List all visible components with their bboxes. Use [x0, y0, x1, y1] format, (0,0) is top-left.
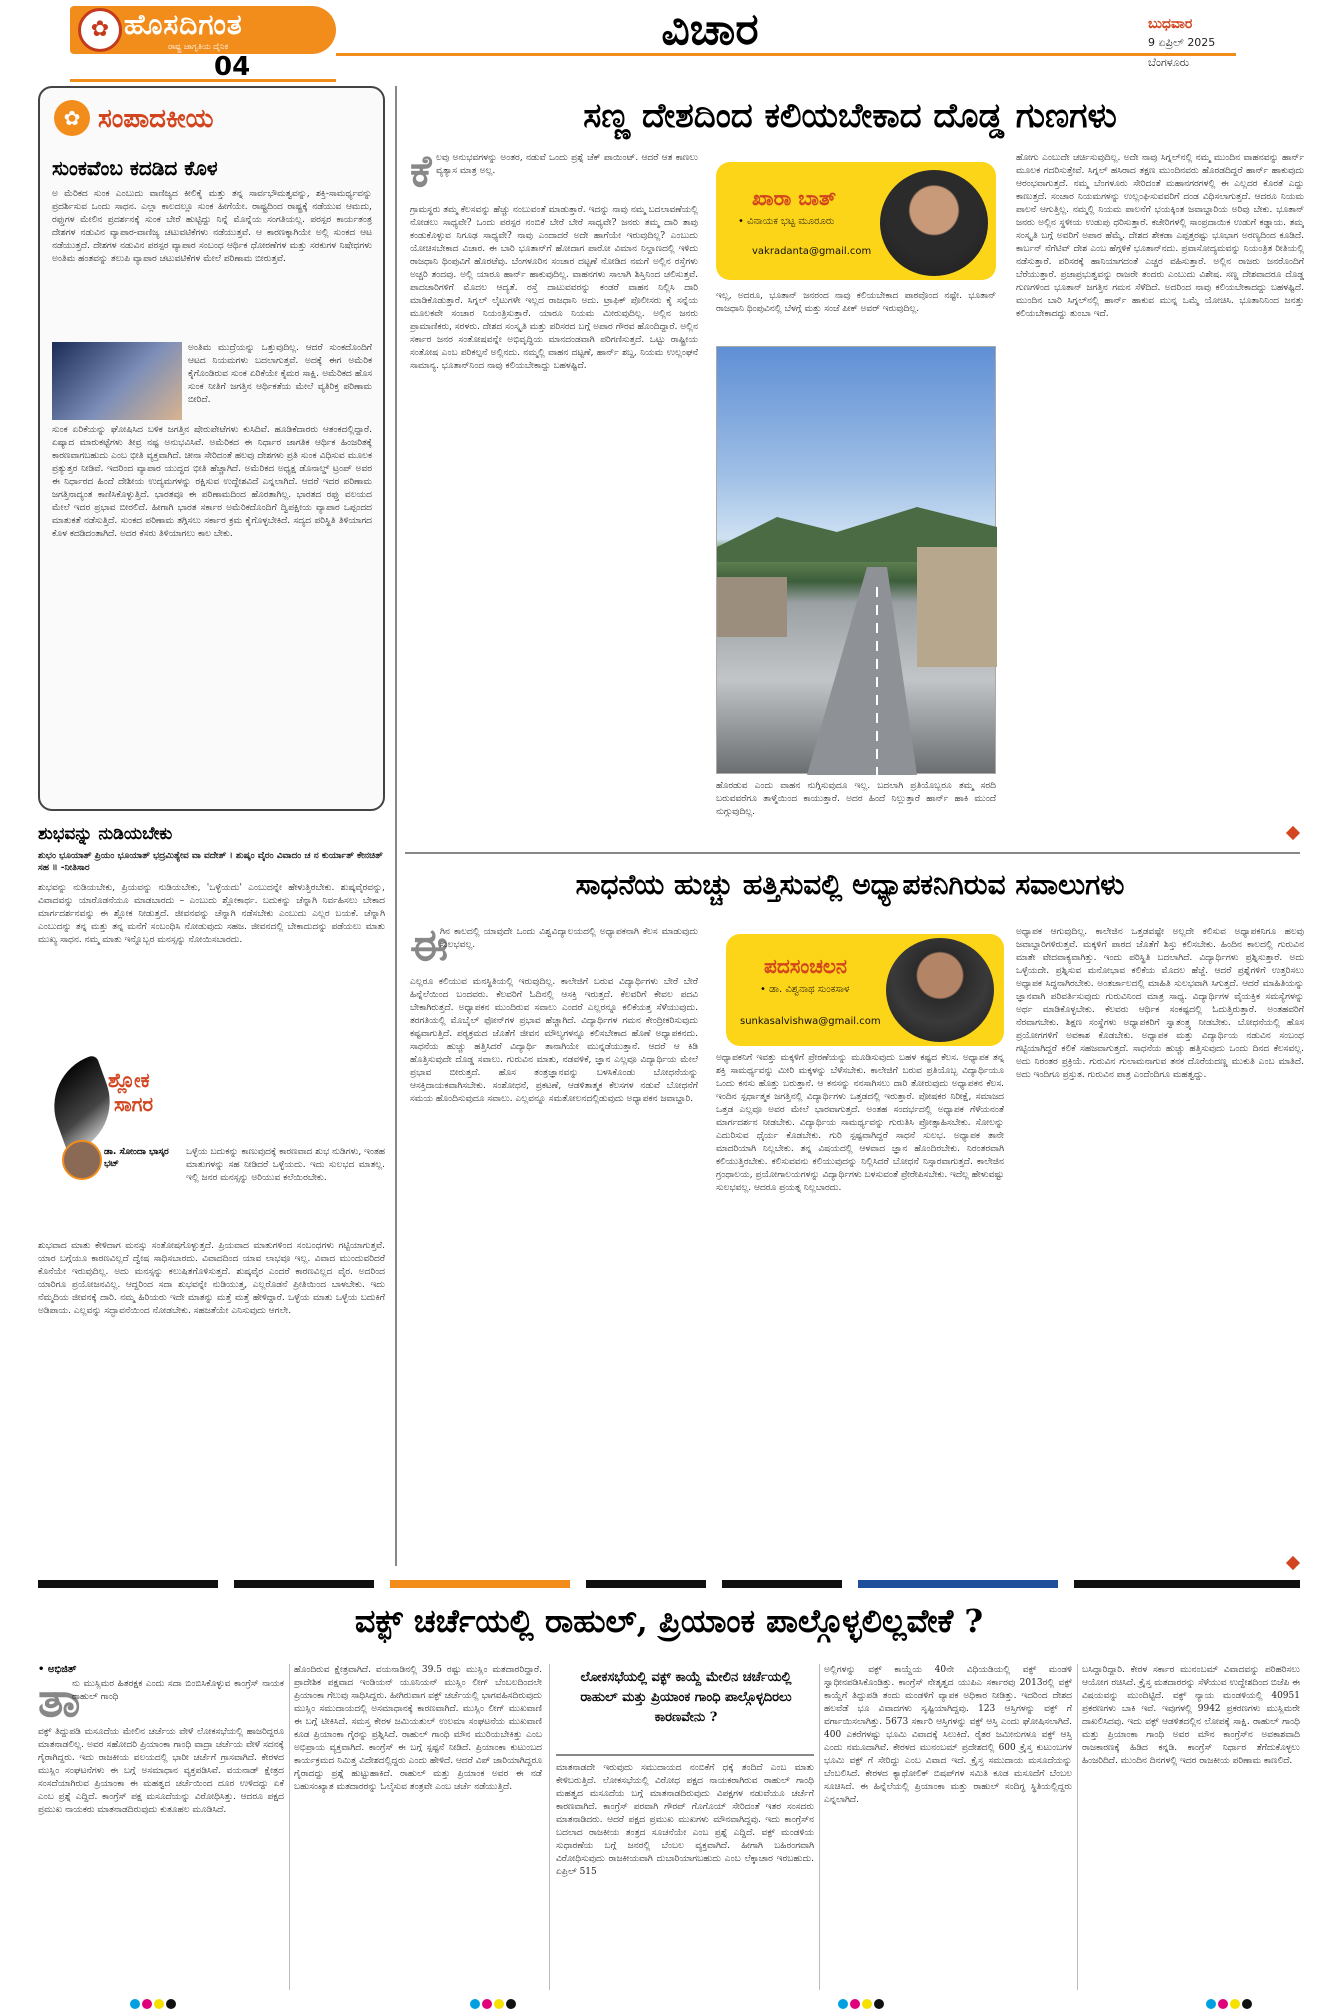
- author-name: • ಡಾ. ವಿಶ್ವನಾಥ ಸುಂಕಸಾಳ: [760, 984, 850, 995]
- article-headline: ಸಣ್ಣ ದೇಶದಿಂದ ಕಲಿಯಬೇಕಾದ ದೊಡ್ಡ ಗುಣಗಳು: [583, 96, 1117, 136]
- column-rule: [289, 1664, 290, 1990]
- author-avatar: [886, 938, 994, 1042]
- article-photo: [716, 346, 996, 774]
- quote-sanskrit-verse: ಶುಭಂ ಭೂಯಾತ್ ಪ್ರಿಯಂ ಭೂಯಾತ್ ಭದ್ರಮಿತ್ಯೇವ ವಾ ವದೇತ್ । ಶುಷ್ಕಂ ವೈರಂ ವಿವಾದಂ ಚ ನ ಕುರ್ಯಾತ್ ಕೇನಚಿತ್ ಸಹ ॥ -ನೀತಿಸಾರ: [38, 851, 383, 873]
- article-body: ಗ್ರಾಮಸ್ಥರು ತಮ್ಮ ಕೆಲಸವನ್ನು ಹೆಚ್ಚು ನಂಬುವಂತೆ ಮಾಡುತ್ತಾರೆ. ಇದನ್ನು ನಾವು ನಮ್ಮ ಬದಲಾವಣೆಯಲ್ಲಿ ನೋಡಲು ಸಾಧ್ಯವೇ? ಒಂದು ಪರಸ್ಪರ ನಂಬಿಕೆ ಬೇರೆ ಬೇರೆ ಸಾಧ್ಯವೇ? ಜನರು ತಮ್ಮ ದಾರಿ ತಾವು ಕಂಡುಕೊಳ್ಳುವ ನಿಗೂಢ ಸಾಧ್ಯವೇ? ನಾವು ಎಂದಾದರೆ ಅದೇ ಹಾಗೆಯೇ ಇರುವುದಿಲ್ಲ? ಎಂಬುದು ಯೋಚಿಸಬೇಕಾದ ವಿಚಾರ. ಈ ಬಾರಿ ಭೂತಾನ್‌ಗೆ ಹೋದಾಗ ಪಾರೋ ವಿಮಾನ ನಿಲ್ದಾಣದಲ್ಲಿ ಇಳಿದು ರಾಜಧಾನಿ ಥಿಂಪುವಿಗೆ ಹೊರಟೆವು. ಬೆಂಗಳೂರಿನ ಸಂಚಾರ ದಟ್ಟಣೆ ನೋಡಿದ ನಮಗೆ ಅಲ್ಲಿನ ರಸ್ತೆಗಳು ಅಚ್ಚರಿ ತಂದವು. ಅಲ್ಲಿ ಯಾರೂ ಹಾರ್ನ್ ಹಾಕುವುದಿಲ್ಲ. ವಾಹನಗಳು ಸಾಲಾಗಿ ಶಿಸ್ತಿನಿಂದ ಚಲಿಸುತ್ತವೆ. ಪಾದಚಾರಿಗಳಿಗೆ ಮೊದಲ ಆದ್ಯತೆ. ರಸ್ತೆ ದಾಟುವವರನ್ನು ಕಂಡರೆ ವಾಹನ ನಿಲ್ಲಿಸಿ ದಾರಿ ಮಾಡಿಕೊಡುತ್ತಾರೆ. ಸಿಗ್ನಲ್ ಲೈಟುಗಳೇ ಇಲ್ಲದ ರಾಜಧಾನಿ ಅದು. ಟ್ರಾಫಿಕ್ ಪೊಲೀಸರು ಕೈ ಸನ್ನೆಯ ಮೂಲಕವೇ ಸಂಚಾರ ನಿಯಂತ್ರಿಸುತ್ತಾರೆ. ಯಾರೂ ನಿಯಮ ಮೀರುವುದಿಲ್ಲ. ಅಲ್ಲಿನ ಜನರು ಪ್ರಾಮಾಣಿಕರು, ಸರಳರು. ದೇಶದ ಸಂಸ್ಕೃತಿ ಮತ್ತು ಪರಿಸರದ ಬಗ್ಗೆ ಅಪಾರ ಗೌರವ ಹೊಂದಿದ್ದಾರೆ. ಅಲ್ಲಿನ ಸರ್ಕಾರ ಜನರ ಸಂತೋಷವನ್ನೇ ಅಭಿವೃದ್ಧಿಯ ಮಾನದಂಡವಾಗಿ ಪರಿಗಣಿಸುತ್ತದೆ. ಒಟ್ಟು ರಾಷ್ಟ್ರೀಯ ಸಂತೋಷ ಎಂಬ ಪರಿಕಲ್ಪನೆ ಅಲ್ಲಿನದು. ನಮ್ಮಲ್ಲಿ ವಾಹನ ದಟ್ಟಣೆ, ಹಾರ್ನ್ ಶಬ್ದ, ನಿಯಮ ಉಲ್ಲಂಘನೆ ಸಾಮಾನ್ಯ. ಭೂತಾನ್‌ನಿಂದ ನಾವು ಕಲಿಯಬೇಕಾದ್ದು ಬಹಳಷ್ಟಿದೆ.: [410, 205, 698, 371]
- author-name: • ವಿನಾಯಕ ಭಟ್ಟ ಮೂರೂರು: [738, 216, 835, 227]
- masthead-logo-text: ಹೊಸದಿಗಂತ: [124, 8, 243, 41]
- article-body: ಅಧ್ಯಾಪಕನಿಗೆ ಇವತ್ತು ಮಕ್ಕಳಿಗೆ ಪ್ರೇರಣೆಯನ್ನು ಮೂಡಿಸುವುದು ಬಹಳ ಕಷ್ಟದ ಕೆಲಸ. ಅಧ್ಯಾಪಕ ತನ್ನ ಶಕ್ತಿ ಸಾಮರ್ಥ್ಯವನ್ನು ಮೀರಿ ಮಕ್ಕಳನ್ನು ಬೆಳೆಸಬೇಕು. ಕಾಲೇಜಿಗೆ ಬರುವ ಪ್ರತಿಯೊಬ್ಬ ವಿದ್ಯಾರ್ಥಿಯೂ ಒಂದು ಕನಸು ಹೊತ್ತು ಬರುತ್ತಾನೆ. ಆ ಕನಸನ್ನು ನನಸಾಗಿಸಲು ದಾರಿ ತೋರುವುದು ಅಧ್ಯಾಪಕನ ಕೆಲಸ. ಇಂದಿನ ಸ್ಪರ್ಧಾತ್ಮಕ ಜಗತ್ತಿನಲ್ಲಿ ವಿದ್ಯಾರ್ಥಿಗಳು ಒತ್ತಡದಲ್ಲಿ ಇರುತ್ತಾರೆ. ಪೋಷಕರ ನಿರೀಕ್ಷೆ, ಸಮಾಜದ ಒತ್ತಡ ಎಲ್ಲವೂ ಅವರ ಮೇಲೆ ಭಾರವಾಗುತ್ತದೆ. ಅಂತಹ ಸಂದರ್ಭದಲ್ಲಿ ಅಧ್ಯಾಪಕ ಗೆಳೆಯನಂತೆ ಮಾರ್ಗದರ್ಶನ ನೀಡಬೇಕು. ವಿದ್ಯಾರ್ಥಿಯ ಸಾಮರ್ಥ್ಯವನ್ನು ಗುರುತಿಸಿ ಪ್ರೋತ್ಸಾಹಿಸಬೇಕು. ಸೋಲನ್ನು ಎದುರಿಸುವ ಧೈರ್ಯ ಕೊಡಬೇಕು. ಗುರಿ ಸ್ಪಷ್ಟವಾಗಿದ್ದರೆ ಸಾಧನೆ ಸುಲಭ. ಅಧ್ಯಾಪಕ ತಾನೇ ಮಾದರಿಯಾಗಿ ನಿಲ್ಲಬೇಕು. ತನ್ನ ವಿಷಯದಲ್ಲಿ ಆಳವಾದ ಜ್ಞಾನ ಹೊಂದಿರಬೇಕು. ನಿರಂತರವಾಗಿ ಕಲಿಯುತ್ತಿರಬೇಕು. ಕಲಿಸುವವನು ಕಲಿಯುವುದನ್ನು ನಿಲ್ಲಿಸಿದರೆ ಬೋಧನೆ ನಿಸ್ಸಾರವಾಗುತ್ತದೆ. ಕಾಲೇಜಿನ ಗ್ರಂಥಾಲಯ, ಪ್ರಯೋಗಾಲಯಗಳನ್ನು ವಿದ್ಯಾರ್ಥಿಗಳು ಬಳಸುವಂತೆ ಪ್ರೇರೇಪಿಸಬೇಕು. ಇದೆಲ್ಲ ಹೇಳುವಷ್ಟು ಸುಲಭವಲ್ಲ. ಆದರೂ ಪ್ರಯತ್ನ ನಿಲ್ಲಬಾರದು.: [716, 1053, 1004, 1193]
- print-registration-dots: [130, 1994, 178, 2004]
- article-body: ನು ಮುಸ್ಲಿಮರ ಹಿತರಕ್ಷಕ ಎಂದು ಸದಾ ಬಿಂಬಿಸಿಕೊಳ್ಳುವ ಕಾಂಗ್ರೆಸ್ ನಾಯಕ ರಾಹುಲ್ ಗಾಂಧಿ: [72, 1679, 284, 1702]
- editorial-emblem-icon: ✿: [54, 100, 90, 136]
- article-body: ಹೊಂದಿರುವ ಕ್ಷೇತ್ರವಾಗಿದೆ. ವಯನಾಡಿನಲ್ಲಿ 39.5 ರಷ್ಟು ಮುಸ್ಲಿಂ ಮತದಾರರಿದ್ದಾರೆ. ಪ್ರಾದೇಶಿಕ ಪಕ್ಷವಾದ ಇಂಡಿಯನ್ ಯೂನಿಯನ್ ಮುಸ್ಲಿಂ ಲೀಗ್ ಬೆಂಬಲದಿಂದಲೇ ಪ್ರಿಯಾಂಕಾ ಗೆಲುವು ಸಾಧಿಸಿದ್ದರು. ಹೀಗಿರುವಾಗ ವಕ್ಫ್ ಚರ್ಚೆಯಲ್ಲಿ ಭಾಗವಹಿಸದಿರುವುದು ಮುಸ್ಲಿಂ ಸಮುದಾಯದಲ್ಲಿ ಅಸಮಾಧಾನಕ್ಕೆ ಕಾರಣವಾಗಿದೆ. ಮುಸ್ಲಿಂ ಲೀಗ್ ಮುಖವಾಣಿ ಈ ಬಗ್ಗೆ ಟೀಕಿಸಿದೆ. ಸಮಸ್ತ ಕೇರಳ ಜಮಿಯತುಲ್ ಉಲಮಾ ಸಂಘಟನೆಯ ಮುಖವಾಣಿ ಕೂಡ ಪ್ರಿಯಾಂಕಾ ಗೈರನ್ನು ಪ್ರಶ್ನಿಸಿದೆ. ರಾಹುಲ್ ಗಾಂಧಿ ಮೌನ ಮುರಿಯಬೇಕಿತ್ತು ಎಂಬ ಅಭಿಪ್ರಾಯ ವ್ಯಕ್ತವಾಗಿದೆ. ಕಾಂಗ್ರೆಸ್ ಈ ಬಗ್ಗೆ ಸ್ಪಷ್ಟನೆ ನೀಡಿದೆ. ಪ್ರಿಯಾಂಕಾ ಕುಟುಂಬದ ಕಾರ್ಯಕ್ರಮದ ನಿಮಿತ್ತ ವಿದೇಶದಲ್ಲಿದ್ದರು ಎಂದು ಹೇಳಿದೆ. ಆದರೆ ವಿಪ್ ಜಾರಿಯಾಗಿದ್ದರೂ ಗೈರಾದದ್ದು ಪ್ರಶ್ನೆ ಹುಟ್ಟುಹಾಕಿದೆ. ರಾಹುಲ್ ಮತ್ತು ಪ್ರಿಯಾಂಕ ಅವರ ಈ ನಡೆ ಬಹುಸಂಖ್ಯಾತ ಮತದಾರರನ್ನು ಓಲೈಸುವ ತಂತ್ರವೇ ಎಂಬ ಚರ್ಚೆ ನಡೆಯುತ್ತಿದೆ.: [294, 1665, 542, 1792]
- editorial-body: ಅ ಮೆರಿಕದ ಸುಂಕ ಎಂಬುದು ವಾಣಿಜ್ಯದ ಕೀಲಿಕೈ ಮತ್ತು ತನ್ನ ಸಾರ್ವಭೌಮತ್ವವನ್ನು, ಶಕ್ತಿ-ಸಾಮರ್ಥ್ಯವನ್ನು ಪ್ರದರ್ಶಿಸುವ ಒಂದು ಸಾಧನ. ಎಲ್ಲಾ ಕಾಲದಲ್ಲೂ ಸುಂಕ ಹೀಗೆಯೇ. ರಾಷ್ಟ್ರದಿಂದ ರಾಷ್ಟ್ರಕ್ಕೆ ನಡೆಯುವ ಆಮದು, ರಫ್ತುಗಳ ಮೇಲಿನ ಪ್ರದರ್ಶನಕ್ಕೆ ಸುಂಕ ಬೇರೆ ಹುಟ್ಟಿದ್ದು ನಿನ್ನೆ ಮೊನ್ನೆಯ ಸಂಗತಿಯಲ್ಲ. ಪರಸ್ಪರ ಕಾರ್ಯತಂತ್ರ ದೇಶಗಳ ನಡುವಿನ ವ್ಯಾಪಾರ-ವಾಣಿಜ್ಯ ಚಟುವಟಿಕೆಗಳು ನಡೆಯುತ್ತವೆ. ಆ ಕಾರಣಕ್ಕಾಗಿಯೇ ಅಲ್ಲಿ ಸುಂಕದ ಆಟ ನಡೆಯುತ್ತದೆ. ದೇಶಗಳ ನಡುವಿನ ಪರಸ್ಪರ ವ್ಯಾಪಾರ ಸಂಬಂಧ ಆರ್ಥಿಕ ಧೋರಣೆಗಳ ಮತ್ತು ಸರಕುಗಳ ನಿಷೇಧಗಳು ಅಂತಿಮ ಹಂತವನ್ನು ತಲುಪಿ ವ್ಯಾಪಾರ ಚಟುವಟಿಕೆಗಳ ಮೇಲೆ ಪರಿಣಾಮ ಬೀರುತ್ತವೆ.: [52, 189, 372, 264]
- article-body: ಮಾತನಾಡದೇ ಇರುವುದು ಸಮುದಾಯದ ನಂಬಿಕೆಗೆ ಧಕ್ಕೆ ತಂದಿದೆ ಎಂಬ ಮಾತು ಕೇಳಿಬರುತ್ತಿದೆ. ಲೋಕಸಭೆಯಲ್ಲಿ ವಿರೋಧ ಪಕ್ಷದ ನಾಯಕರಾಗಿರುವ ರಾಹುಲ್ ಗಾಂಧಿ ಮಹತ್ವದ ಮಸೂದೆಯ ಬಗ್ಗೆ ಮಾತನಾಡದಿರುವುದು ವಿಪಕ್ಷಗಳ ನಡುವೆಯೂ ಚರ್ಚೆಗೆ ಕಾರಣವಾಗಿದೆ. ಕಾಂಗ್ರೆಸ್ ಪರವಾಗಿ ಗೌರವ್ ಗೊಗೊಯ್ ಸೇರಿದಂತೆ ಇತರ ಸಂಸದರು ಮಾತನಾಡಿದರು. ಆದರೆ ಪಕ್ಷದ ಪ್ರಮುಖ ಮುಖಗಳು ಮೌನವಾಗಿದ್ದವು. ಇದು ಕಾಂಗ್ರೆಸ್‌ನ ಬದಲಾದ ರಾಜಕೀಯ ತಂತ್ರದ ಸೂಚನೆಯೇ ಎಂಬ ಪ್ರಶ್ನೆ ಎದ್ದಿದೆ. ವಕ್ಫ್ ಮಂಡಳಿಯ ಸುಧಾರಣೆಯ ಬಗ್ಗೆ ಜನರಲ್ಲಿ ಬೆಂಬಲ ವ್ಯಕ್ತವಾಗಿದೆ. ಹೀಗಾಗಿ ಬಹಿರಂಗವಾಗಿ ವಿರೋಧಿಸುವುದು ರಾಜಕೀಯವಾಗಿ ದುಬಾರಿಯಾಗಬಹುದು ಎಂಬ ಲೆಕ್ಕಾಚಾರ ಇರಬಹುದು. ಏಪ್ರಿಲ್ 515: [556, 1763, 814, 1877]
- edition-city: ಬೆಂಗಳೂರು: [1148, 56, 1190, 69]
- page-number-box: [70, 54, 336, 82]
- drop-cap: ಈ: [410, 920, 449, 971]
- section-title: ವಿಚಾರ: [661, 4, 759, 55]
- editorial-body: ಸುಂಕ ಏರಿಕೆಯನ್ನು ಘೋಷಿಸಿದ ಬಳಿಕ ಜಗತ್ತಿನ ಷೇರುಪೇಟೆಗಳು ಕುಸಿದಿವೆ. ಹೂಡಿಕೆದಾರರು ಆತಂಕದಲ್ಲಿದ್ದಾರೆ. ಏಷ್ಯಾದ ಮಾರುಕಟ್ಟೆಗಳು ತೀವ್ರ ನಷ್ಟ ಅನುಭವಿಸಿವೆ. ಅಮೆರಿಕದ ಈ ನಿರ್ಧಾರ ಜಾಗತಿಕ ಆರ್ಥಿಕ ಹಿಂಜರಿತಕ್ಕೆ ಕಾರಣವಾಗಬಹುದು ಎಂಬ ಭೀತಿ ವ್ಯಕ್ತವಾಗಿದೆ. ಚೀನಾ ಸೇರಿದಂತೆ ಹಲವು ದೇಶಗಳು ಪ್ರತಿ ಸುಂಕ ವಿಧಿಸುವ ಮೂಲಕ ಪ್ರತ್ಯುತ್ತರ ನೀಡಿವೆ. ಇದರಿಂದ ವ್ಯಾಪಾರ ಯುದ್ಧದ ಭೀತಿ ಹೆಚ್ಚಾಗಿದೆ. ಅಮೆರಿಕದ ಅಧ್ಯಕ್ಷ ಡೊನಾಲ್ಡ್ ಟ್ರಂಪ್ ಅವರ ಈ ನಿರ್ಧಾರದ ಹಿಂದೆ ದೇಶೀಯ ಉದ್ಯಮಗಳನ್ನು ರಕ್ಷಿಸುವ ಉದ್ದೇಶವಿದೆ ಎನ್ನಲಾಗಿದೆ. ಆದರೆ ಇದರ ಪರಿಣಾಮ ಜಗತ್ತಿನಾದ್ಯಂತ ಕಾಣಿಸಿಕೊಳ್ಳುತ್ತಿದೆ. ಭಾರತವೂ ಈ ಪರಿಣಾಮದಿಂದ ಹೊರತಾಗಿಲ್ಲ. ಭಾರತದ ರಫ್ತು ವಲಯದ ಮೇಲೆ ಇದರ ಪ್ರಭಾವ ಬೀರಲಿದೆ. ಹೀಗಾಗಿ ಭಾರತ ಸರ್ಕಾರ ಅಮೆರಿಕದೊಂದಿಗೆ ದ್ವಿಪಕ್ಷೀಯ ವ್ಯಾಪಾರ ಒಪ್ಪಂದದ ಮಾತುಕತೆ ನಡೆಸುತ್ತಿದೆ. ಸುಂಕದ ಪರಿಣಾಮ ತಗ್ಗಿಸಲು ಸರ್ಕಾರ ಕ್ರಮ ಕೈಗೊಳ್ಳಬೇಕಿದೆ. ಸದ್ಯದ ಪರಿಸ್ಥಿತಿ ತಿಳಿಯಾಗದ ಕೊಳ ಕದಡಿದಂತಾಗಿದೆ. ಅದರ ಕೆಸರು ತಿಳಿಯಾಗಲು ಕಾಲ ಬೇಕು.: [52, 425, 372, 539]
- column-rule: [819, 1664, 820, 1990]
- quote-body: ಶುಭವಾದ ಮಾತು ಕೇಳಿದಾಗ ಮನಸ್ಸು ಸಂತೋಷಗೊಳ್ಳುತ್ತದೆ. ಪ್ರಿಯವಾದ ಮಾತುಗಳಿಂದ ಸಂಬಂಧಗಳು ಗಟ್ಟಿಯಾಗುತ್ತವೆ. ಯಾರ ಬಗ್ಗೆಯೂ ಕಾರಣವಿಲ್ಲದೆ ದ್ವೇಷ ಸಾಧಿಸಬಾರದು. ವಿವಾದದಿಂದ ಯಾವ ಲಾಭವೂ ಇಲ್ಲ. ವಿವಾದ ಮುಂದುವರಿದರೆ ಕೊನೆಯೇ ಇರುವುದಿಲ್ಲ. ಅದು ಮನಸ್ಸನ್ನು ಕಲುಷಿತಗೊಳಿಸುತ್ತದೆ. ಶುಷ್ಕವೈರ ಎಂದರೆ ಕಾರಣವಿಲ್ಲದ ವೈರ. ಅದರಿಂದ ಯಾರಿಗೂ ಪ್ರಯೋಜನವಿಲ್ಲ. ಆದ್ದರಿಂದ ಸದಾ ಶುಭವನ್ನೇ ನುಡಿಯುತ್ತ, ಎಲ್ಲರೊಡನೆ ಪ್ರೀತಿಯಿಂದ ಬಾಳಬೇಕು. ಇದು ನೆಮ್ಮದಿಯ ಜೀವನಕ್ಕೆ ದಾರಿ. ನಮ್ಮ ಹಿರಿಯರು ಇದೇ ಮಾತನ್ನು ಮತ್ತೆ ಮತ್ತೆ ಹೇಳಿದ್ದಾರೆ. ಒಳ್ಳೆಯ ಮಾತು ಒಳ್ಳೆಯ ಬದುಕಿಗೆ ಅಡಿಪಾಯ. ಎಲ್ಲವನ್ನು ಸದ್ಭಾವನೆಯಿಂದ ನೋಡಬೇಕು. ಸಹಜತೆಯೇ ಎನಿಸುವುದು ಆಗಲೇ.: [38, 1241, 385, 1316]
- article-body: ಹೋಗು ಎಂಬುದೇ ಚರ್ಚಿಸುವುದಿಲ್ಲ. ಅದೇ ನಾವು ಸಿಗ್ನಲ್‌ನಲ್ಲಿ ನಮ್ಮ ಮುಂದಿನ ವಾಹನವನ್ನು ಹಾರ್ನ್ ಮೂಲಕ ಗದರಿಸುತ್ತೇವೆ. ಸಿಗ್ನಲ್ ಹಸಿರಾದ ತಕ್ಷಣ ಮುಂದಿನವರು ಹೊರಡದಿದ್ದರೆ ಹಾರ್ನ್ ಹಾಕುವುದು ಆರಂಭವಾಗುತ್ತದೆ. ನಮ್ಮ ಬೆಂಗಳೂರು ಸೇರಿದಂತೆ ಮಹಾನಗರಗಳಲ್ಲಿ ಈ ಎಲ್ಲದರ ಕೊರತೆ ಎದ್ದು ಕಾಣುತ್ತದೆ. ಸಂಚಾರ ನಿಯಮಗಳನ್ನು ಉಲ್ಲಂಘಿಸುವವರಿಗೆ ದಂಡ ವಿಧಿಸಲಾಗುತ್ತದೆ. ಆದರೂ ನಿಯಮ ಪಾಲನೆ ಆಗುತ್ತಿಲ್ಲ. ನಮ್ಮಲ್ಲಿ ನಿಯಮ ಪಾಲನೆಗೆ ಭಯಕ್ಕಿಂತ ಜವಾಬ್ದಾರಿಯ ಅರಿವು ಬೇಕು. ಭೂತಾನ್ ಜನರು ಅಲ್ಲಿನ ಸ್ಥಳೀಯ ಉಡುಪು ಧರಿಸುತ್ತಾರೆ. ಕಚೇರಿಗಳಲ್ಲಿ ಸಾಂಪ್ರದಾಯಿಕ ಉಡುಗೆ ಕಡ್ಡಾಯ. ತಮ್ಮ ಸಂಸ್ಕೃತಿ ಬಗ್ಗೆ ಅವರಿಗೆ ಅಪಾರ ಹೆಮ್ಮೆ. ದೇಶದ ಶೇಕಡಾ ಎಪ್ಪತ್ತರಷ್ಟು ಭೂಭಾಗ ಅರಣ್ಯದಿಂದ ಕೂಡಿದೆ. ಕಾರ್ಬನ್ ನೆಗೆಟಿವ್ ದೇಶ ಎಂಬ ಹೆಗ್ಗಳಿಕೆ ಭೂತಾನ್‌ನದು. ಪ್ರವಾಸೋದ್ಯಮವನ್ನು ನಿಯಂತ್ರಿತ ರೀತಿಯಲ್ಲಿ ನಡೆಸುತ್ತಾರೆ. ಪರಿಸರಕ್ಕೆ ಹಾನಿಯಾಗದಂತೆ ಎಚ್ಚರ ವಹಿಸುತ್ತಾರೆ. ಅಲ್ಲಿನ ರಾಜರು ಜನರೊಂದಿಗೆ ಬೆರೆಯುತ್ತಾರೆ. ಪ್ರಜಾಪ್ರಭುತ್ವವನ್ನು ರಾಜರೇ ತಂದರು ಎಂಬುದು ವಿಶೇಷ. ಸಣ್ಣ ದೇಶವಾದರೂ ದೊಡ್ಡ ಗುಣಗಳಿಂದ ಭೂತಾನ್ ಜಗತ್ತಿನ ಗಮನ ಸೆಳೆದಿದೆ. ಅದರಿಂದ ನಾವು ಕಲಿಯಬೇಕಾದದ್ದು ಬಹಳಷ್ಟಿದೆ. ಮುಂದಿನ ಬಾರಿ ಸಿಗ್ನಲ್‌ನಲ್ಲಿ ಹಾರ್ನ್ ಹಾಕುವ ಮುನ್ನ ಒಮ್ಮೆ ಯೋಚಿಸಿ. ಭೂತಾನಿನಿಂದ ಜನತ್ತು ಕಲಿಯಬೇಕಾದದ್ದು ತುಂಬಾ ಇದೆ.: [1016, 153, 1304, 319]
- article-headline: ವಕ್ಫ್ ಚರ್ಚೆಯಲ್ಲಿ ರಾಹುಲ್, ಪ್ರಿಯಾಂಕ ಪಾಲ್ಗೊಳ್ಳಲಿಲ್ಲವೇಕೆ ?: [354, 1602, 984, 1640]
- date-full: 9 ಏಪ್ರಿಲ್ 2025: [1148, 36, 1216, 49]
- color-divider-bar: [38, 1580, 1300, 1588]
- author-email: vakradanta@gmail.com: [752, 246, 872, 257]
- article-body: ಹೊರಡುವ ಎಂದು ವಾಹನ ನುಗ್ಗಿಸುವುದೂ ಇಲ್ಲ. ಬದಲಾಗಿ ಪ್ರತಿಯೊಬ್ಬರೂ ತಮ್ಮ ಸರದಿ ಬರುವವರೆಗೂ ತಾಳ್ಮೆಯಿಂದ ಕಾಯುತ್ತಾರೆ. ಅದರ ಹಿಂದೆ ನಿಲ್ಲುತ್ತಾರೆ ಹಾರ್ನ್ ಹಾಕಿ ಮುಂದೆ ನುಗ್ಗುವುದಿಲ್ಲ.: [716, 781, 996, 817]
- article-body: ಅಧ್ಯಾಪಕ ಆಗುವುದಿಲ್ಲ. ಕಾಲೇಜಿನ ಒತ್ತಡವಷ್ಟೇ ಅಲ್ಲದೇ ಕಲಿಸುವ ಅಧ್ಯಾಪಕನಿಗೂ ಹಲವು ಜವಾಬ್ದಾರಿಗಳಿರುತ್ತವೆ. ಮಕ್ಕಳಿಗೆ ಪಾಠದ ಜೊತೆಗೆ ಶಿಸ್ತು ಕಲಿಸಬೇಕು. ಹಿಂದಿನ ಕಾಲದಲ್ಲಿ ಗುರುವಿನ ಮಾತೇ ವೇದವಾಕ್ಯವಾಗಿತ್ತು. ಇಂದು ಪರಿಸ್ಥಿತಿ ಬದಲಾಗಿದೆ. ವಿದ್ಯಾರ್ಥಿಗಳು ಪ್ರಶ್ನಿಸುತ್ತಾರೆ. ಅದು ಒಳ್ಳೆಯದೇ. ಪ್ರಶ್ನಿಸುವ ಮನೋಭಾವ ಕಲಿಕೆಯ ಮೊದಲ ಹೆಜ್ಜೆ. ಆದರೆ ಪ್ರಶ್ನೆಗಳಿಗೆ ಉತ್ತರಿಸಲು ಅಧ್ಯಾಪಕ ಸಿದ್ಧನಾಗಿರಬೇಕು. ಅಂತರ್ಜಾಲದಲ್ಲಿ ಮಾಹಿತಿ ಸುಲಭವಾಗಿ ಸಿಗುತ್ತದೆ. ಆದರೆ ಮಾಹಿತಿಯನ್ನು ಜ್ಞಾನವಾಗಿ ಪರಿವರ್ತಿಸುವುದು ಗುರುವಿನಿಂದ ಮಾತ್ರ ಸಾಧ್ಯ. ವಿದ್ಯಾರ್ಥಿಗಳ ವೈಯಕ್ತಿಕ ಸಮಸ್ಯೆಗಳನ್ನು ಅರ್ಥ ಮಾಡಿಕೊಳ್ಳಬೇಕು. ಕೆಲವರು ಆರ್ಥಿಕ ಸಂಕಷ್ಟದಲ್ಲಿ ಓದುತ್ತಿರುತ್ತಾರೆ. ಅಂತಹವರಿಗೆ ನೆರವಾಗಬೇಕು. ಶಿಕ್ಷಣ ಸಂಸ್ಥೆಗಳು ಅಧ್ಯಾಪಕರಿಗೆ ಸ್ವಾತಂತ್ರ್ಯ ನೀಡಬೇಕು. ಬೋಧನೆಯಲ್ಲಿ ಹೊಸ ಪ್ರಯೋಗಗಳಿಗೆ ಅವಕಾಶ ಕೊಡಬೇಕು. ಅಧ್ಯಾಪಕ ಮತ್ತು ವಿದ್ಯಾರ್ಥಿಯ ನಡುವಿನ ಸಂಬಂಧ ಗಟ್ಟಿಯಾಗಿದ್ದರೆ ಕಲಿಕೆ ಸಹಜವಾಗುತ್ತದೆ. ಸಾಧನೆಯ ಹುಚ್ಚು ಹತ್ತಿಸುವುದು ಒಂದು ದಿನದ ಕೆಲಸವಲ್ಲ. ಅದು ನಿರಂತರ ಪ್ರಕ್ರಿಯೆ. ಗುರುವಿನ ಗುಲಾಮನಾಗುವ ತನಕ ದೊರೆಯದಣ್ಣ ಮುಕುತಿ ಎಂಬ ಮಾತಿದೆ. ಅದು ಇಂದಿಗೂ ಪ್ರಸ್ತುತ. ಗುರುವಿನ ಪಾತ್ರ ಎಂದೆಂದಿಗೂ ಮಹತ್ವದ್ದು.: [1016, 927, 1304, 1080]
- column-rule: [1077, 1664, 1078, 1990]
- article-body: ಲವು ಅನುಭವಗಳನ್ನು ಅಂತರ, ನಡುವೆ ಒಂದು ಪ್ರಶ್ನೆ ಚೆಕ್ ಪಾಯಿಂಟ್. ಆದರೆ ಆತ ಕಾಣಲು ವ್ಯತ್ಯಾಸ ಮಾತ್ರ ಅಲ್ಲ.: [436, 153, 698, 176]
- article-headline: ಸಾಧನೆಯ ಹುಚ್ಚು ಹತ್ತಿಸುವಲ್ಲಿ ಅಧ್ಯಾಪಕನಿಗಿರುವ ಸವಾಲುಗಳು: [575, 868, 1125, 901]
- editorial-body: ಅಂತಿಮ ಮುದ್ರೆಯನ್ನು ಒತ್ತುವುದಿಲ್ಲ. ಆದರೆ ಸುಂಕದೊಂದಿಗೆ ಆಟದ ನಿಯಮಗಳು ಬದಲಾಗುತ್ತವೆ. ಅದಕ್ಕೆ ಈಗ ಅಮೆರಿಕ ಕೈಗೊಂಡಿರುವ ಸುಂಕ ಏರಿಕೆಯೇ ಕೈಮರ ಸಾಕ್ಷಿ. ಅಮೆರಿಕದ ಹೊಸ ಸುಂಕ ನೀತಿಗೆ ಜಗತ್ತಿನ ಆರ್ಥಿಕತೆಯ ಮೇಲೆ ವ್ಯತಿರಿಕ್ತ ಪರಿಣಾಮ ಬೀರಿದೆ.: [188, 343, 372, 405]
- article-body: ಬಸಿದ್ದಾರಿದ್ದಾರಿ. ಕೇರಳ ಸರ್ಕಾರ ಮುನಂಬಮ್ ವಿವಾದವನ್ನು ಪರಿಹರಿಸಲು ಆಯೋಗ ರಚಿಸಿದೆ. ಕ್ರೈಸ್ತ ಮತದಾರರನ್ನು ಸೆಳೆಯುವ ಉದ್ದೇಶದಿಂದ ಬಿಜೆಪಿ ಈ ವಿಷಯವನ್ನು ಮುಂದಿಟ್ಟಿದೆ. ವಕ್ಫ್ ನ್ಯಾಯ ಮಂಡಳಿಯಲ್ಲಿ 40951 ಪ್ರಕರಣಗಳು ಬಾಕಿ ಇವೆ. ಇವುಗಳಲ್ಲಿ 9942 ಪ್ರಕರಣಗಳು ಮುಸ್ಲಿಮರೇ ದಾಖಲಿಸಿದವು. ಇದು ವಕ್ಫ್ ಆಡಳಿತದಲ್ಲಿನ ಲೋಪಕ್ಕೆ ಸಾಕ್ಷಿ. ರಾಹುಲ್ ಗಾಂಧಿ ಮತ್ತು ಪ್ರಿಯಾಂಕಾ ಗಾಂಧಿ ಅವರ ಮೌನ ಕಾಂಗ್ರೆಸ್‌ನ ಅವಕಾಶವಾದಿ ರಾಜಕಾರಣಕ್ಕೆ ಹಿಡಿದ ಕನ್ನಡಿ. ಕಾಂಗ್ರೆಸ್ ನಿರ್ಧಾರ ತೆಗೆದುಕೊಳ್ಳಲು ಹಿಂಜರಿದಿದೆ. ಮುಂದಿನ ದಿನಗಳಲ್ಲಿ ಇದರ ರಾಜಕೀಯ ಪರಿಣಾಮ ಕಾಣಲಿದೆ.: [1082, 1665, 1300, 1766]
- end-marker-icon: [1286, 826, 1300, 840]
- column-name: ಖಾರಾ ಬಾತ್: [752, 186, 837, 210]
- sagara-label: ಸಾಗರ: [114, 1092, 154, 1116]
- quote-title: ಶುಭವನ್ನು ನುಡಿಯಬೇಕು: [38, 824, 173, 844]
- end-marker-icon: [1286, 1556, 1300, 1570]
- quote-body: ಒಳ್ಳೆಯ ಬದುಕನ್ನು ಕಾಣುವುದಕ್ಕೆ ಕಾರಣವಾದ ಶುಭ ನುಡಿಗಳು, ಇಂತಹ ಮಾತುಗಳನ್ನು ಸಹ ನೀಡಿದರೆ ಒಳ್ಳೆಯದು. ಇದು ಸುಲಭದ ಮಾತಲ್ಲ. ಇಲ್ಲಿ ಜನರ ಮನಸ್ಸನ್ನು ಅರಿಯುವ ಕಲೆಯಿರಬೇಕು.: [186, 1147, 385, 1183]
- print-registration-dots: [838, 1994, 886, 2004]
- editorial-title: ಸುಂಕವೆಂಬ ಕದಡಿದ ಕೊಳ: [52, 156, 218, 180]
- article-body: ಇಲ್ಲ, ಅದರೂ, ಭೂತಾನ್ ಜನರಂದ ನಾವು ಕಲಿಯಬೇಕಾದ ಪಾಠವೊಂದ ನಷ್ಟೇ. ಭೂತಾನ್ ರಾಜಧಾನಿ ಥಿಂಪುವಿನಲ್ಲಿ ಬೆಳಗ್ಗೆ ಮತ್ತು ಸಂಜೆ ಪೀಕ್ ಅವರ್ ಇರುವುದಿಲ್ಲ.: [716, 291, 996, 314]
- drop-cap: ತಾ: [38, 1672, 81, 1728]
- sloka-author-name: ಡಾ. ಸೋಂದಾ ಭಾಸ್ಕರ ಭಟ್: [104, 1147, 169, 1169]
- masthead-tagline: ರಾಷ್ಟ್ರ ಜಾಗೃತಿಯ ದೈನಿಕ: [168, 42, 229, 51]
- drop-cap: ಕೆ: [410, 146, 432, 197]
- column-name: ಪದಸಂಚಲನ: [764, 954, 847, 978]
- masthead-emblem-icon: ✿: [78, 8, 122, 52]
- article-body: ಅಲ್ಲಿಗಳನ್ನು ವಕ್ಫ್ ಕಾಯ್ದೆಯ 40ನೇ ವಿಧಿಯಡಿಯಲ್ಲಿ ವಕ್ಫ್ ಮಂಡಳಿ ಸ್ವಾಧೀನಪಡಿಸಿಕೊಂಡಿತ್ತು. ಕಾಂಗ್ರೆಸ್ ನೇತೃತ್ವದ ಯುಪಿಎ ಸರ್ಕಾರವು 2013ರಲ್ಲಿ ವಕ್ಫ್ ಕಾಯ್ದೆಗೆ ತಿದ್ದುಪಡಿ ತಂದು ಮಂಡಳಿಗೆ ವ್ಯಾಪಕ ಅಧಿಕಾರ ನೀಡಿತ್ತು. ಇದರಿಂದ ದೇಶದ ಹಲವೆಡೆ ಭೂ ವಿವಾದಗಳು ಸೃಷ್ಟಿಯಾಗಿದ್ದವು. 123 ಆಸ್ತಿಗಳನ್ನು ವಕ್ಫ್ ಗೆ ವರ್ಗಾಯಿಸಲಾಗಿತ್ತು. 5673 ಸರ್ಕಾರಿ ಆಸ್ತಿಗಳನ್ನು ವಕ್ಫ್ ಆಸ್ತಿ ಎಂದು ಘೋಷಿಸಲಾಗಿದೆ. 400 ಎಕರೆಗಳಷ್ಟು ಭೂಮಿ ವಿವಾದಕ್ಕೆ ಸಿಲುಕಿದೆ. ರೈತರ ಜಮೀನುಗಳೂ ವಕ್ಫ್ ಆಸ್ತಿ ಎಂದು ನಮೂದಾಗಿವೆ. ಕೇರಳದ ಮುನಂಬಮ್ ಪ್ರದೇಶದಲ್ಲಿ 600 ಕ್ರೈಸ್ತ ಕುಟುಂಬಗಳ ಭೂಮಿ ವಕ್ಫ್ ಗೆ ಸೇರಿದ್ದು ಎಂಬ ವಿವಾದ ಇದೆ. ಕ್ರೈಸ್ತ ಸಮುದಾಯ ಮಸೂದೆಯನ್ನು ಬೆಂಬಲಿಸಿದೆ. ಕೇರಳದ ಕ್ಯಾಥೋಲಿಕ್ ಬಿಷಪ್‌ಗಳ ಸಮಿತಿ ಕೂಡ ಮಸೂದೆಗೆ ಬೆಂಬಲ ಸೂಚಿಸಿದೆ. ಈ ಹಿನ್ನೆಲೆಯಲ್ಲಿ ಪ್ರಿಯಾಂಕಾ ಮತ್ತು ರಾಹುಲ್ ಸಂದಿಗ್ಧ ಸ್ಥಿತಿಯಲ್ಲಿದ್ದರು ಎನ್ನಲಾಗಿದೆ.: [824, 1665, 1072, 1805]
- print-registration-dots: [470, 1994, 518, 2004]
- editorial-photo: [52, 342, 182, 420]
- author-email: sunkasalvishwa@gmail.com: [740, 1016, 881, 1027]
- column-divider: [395, 86, 397, 1566]
- sloka-label: ಶ್ಲೋಕ: [108, 1068, 150, 1092]
- date-day: ಬುಧವಾರ: [1148, 16, 1193, 32]
- author-byline: • ಅಭಿಜಿತ್: [38, 1664, 77, 1675]
- article-body: ಎಲ್ಲರೂ ಕಲಿಯುವ ಮನಸ್ಥಿತಿಯಲ್ಲಿ ಇರುವುದಿಲ್ಲ. ಕಾಲೇಜಿಗೆ ಬರುವ ವಿದ್ಯಾರ್ಥಿಗಳು ಬೇರೆ ಬೇರೆ ಹಿನ್ನೆಲೆಯಿಂದ ಬಂದವರು. ಕೆಲವರಿಗೆ ಓದಿನಲ್ಲಿ ಆಸಕ್ತಿ ಇರುತ್ತದೆ. ಕೆಲವರಿಗೆ ಕೇವಲ ಪದವಿ ಬೇಕಾಗಿರುತ್ತದೆ. ಅಧ್ಯಾಪಕನ ಮುಂದಿರುವ ಸವಾಲು ಎಂದರೆ ಎಲ್ಲರನ್ನೂ ಕಲಿಕೆಯತ್ತ ಸೆಳೆಯುವುದು. ತರಗತಿಯಲ್ಲಿ ಮೊಬೈಲ್ ಫೋನ್‌ಗಳ ಪ್ರಭಾವ ಹೆಚ್ಚಾಗಿದೆ. ವಿದ್ಯಾರ್ಥಿಗಳ ಗಮನ ಕೇಂದ್ರೀಕರಿಸುವುದು ಕಷ್ಟವಾಗುತ್ತಿದೆ. ಪಠ್ಯಕ್ರಮದ ಜೊತೆಗೆ ಜೀವನ ಮೌಲ್ಯಗಳನ್ನೂ ಕಲಿಸಬೇಕಾದ ಹೊಣೆ ಅಧ್ಯಾಪಕನದು. ಸಾಧನೆಯ ಹುಚ್ಚು ಹತ್ತಿಸಿದರೆ ವಿದ್ಯಾರ್ಥಿ ತಾನಾಗಿಯೇ ಮುನ್ನಡೆಯುತ್ತಾನೆ. ಆದರೆ ಆ ಕಿಡಿ ಹೊತ್ತಿಸುವುದೇ ದೊಡ್ಡ ಸವಾಲು. ಗುರುವಿನ ಮಾತು, ನಡವಳಿಕೆ, ಜ್ಞಾನ ಎಲ್ಲವೂ ವಿದ್ಯಾರ್ಥಿಯ ಮೇಲೆ ಪ್ರಭಾವ ಬೀರುತ್ತದೆ. ಹೊಸ ತಂತ್ರಜ್ಞಾನವನ್ನು ಬಳಸಿಕೊಂಡು ಬೋಧನೆಯನ್ನು ಆಸಕ್ತಿದಾಯಕವಾಗಿಸಬೇಕು. ಸಂಶೋಧನೆ, ಪ್ರಕಟಣೆ, ಆಡಳಿತಾತ್ಮಕ ಕೆಲಸಗಳ ನಡುವೆ ಬೋಧನೆಗೆ ಸಮಯ ಹೊಂದಿಸುವುದೂ ಸವಾಲು. ಎಲ್ಲವನ್ನೂ ಸಮತೋಲನದಲ್ಲಿಡುವುದು ಅಧ್ಯಾಪಕನ ಜವಾಬ್ದಾರಿ.: [410, 977, 698, 1104]
- editorial-label: ಸಂಪಾದಕೀಯ: [98, 104, 214, 134]
- pull-quote: ಲೋಕಸಭೆಯಲ್ಲಿ ವಕ್ಫ್ ಕಾಯ್ದೆ ಮೇಲಿನ ಚರ್ಚೆಯಲ್ಲಿ ರಾಹುಲ್ ಮತ್ತು ಪ್ರಿಯಾಂಕ ಗಾಂಧಿ ಪಾಲ್ಗೊಳ್ಳದಿರಲು ಕಾರಣವೇನು ?: [580, 1670, 792, 1725]
- quote-body: ಶುಭವನ್ನು ನುಡಿಯಬೇಕು, ಪ್ರಿಯವನ್ನು ನುಡಿಯಬೇಕು, 'ಒಳ್ಳೆಯದು' ಎಂಬುದನ್ನೇ ಹೇಳುತ್ತಿರಬೇಕು. ಶುಷ್ಕವೈರವನ್ನು, ವಿವಾದವನ್ನು ಯಾರೊಡನೆಯೂ ಮಾಡಬಾರದು – ಎಂಬುದು ಶ್ಲೋಕಾರ್ಥ. ಬದುಕನ್ನು ಚೆನ್ನಾಗಿ ನಿರ್ವಹಿಸಲು ಬೇಕಾದ ಮಾರ್ಗದರ್ಶನವನ್ನು ಈ ಶ್ಲೋಕ ನೀಡುತ್ತದೆ. ಜೀವನವನ್ನು ಚೆನ್ನಾಗಿ ನಡೆಸಬೇಕು ಎಂಬುದು ಎಲ್ಲರ ಬಯಕೆ. ಚೆನ್ನಾಗಿ ಎಂಬುದನ್ನು ತನ್ನ ಮತ್ತು ತನ್ನ ಮನೆಗೆ ಸಂಬಂಧಿಸಿ ನೋಡುವುದು ಸಹಜ. ಜೀವನದಲ್ಲಿ ಬೇಕಾದುದನ್ನು ಪಡೆಯಲು ಮಾತು ಮುಖ್ಯ ಸಾಧನ. ನಮ್ಮ ಮಾತು ಇನ್ನೊಬ್ಬರ ಮನಸ್ಸನ್ನು ನೋಯಿಸಬಾರದು.: [38, 883, 385, 945]
- print-registration-dots: [1206, 1994, 1254, 2004]
- column-rule: [549, 1664, 550, 1990]
- page-number: 04: [214, 52, 251, 82]
- section-divider: [405, 852, 1300, 854]
- author-avatar: [880, 170, 988, 276]
- sloka-author-avatar: [62, 1140, 102, 1180]
- article-body: ಗಿನ ಕಾಲದಲ್ಲಿ ಯಾವುದೇ ಒಂದು ವಿಶ್ವವಿದ್ಯಾಲಯದಲ್ಲಿ ಅಧ್ಯಾಪಕನಾಗಿ ಕೆಲಸ ಮಾಡುವುದು ಸುಲಭವಲ್ಲ.: [440, 927, 698, 950]
- article-body: ವಕ್ಫ್ ತಿದ್ದುಪಡಿ ಮಸೂದೆಯ ಮೇಲಿನ ಚರ್ಚೆಯ ವೇಳೆ ಲೋಕಸಭೆಯಲ್ಲಿ ಹಾಜರಿದ್ದರೂ ಮಾತನಾಡಲಿಲ್ಲ. ಅವರ ಸಹೋದರಿ ಪ್ರಿಯಾಂಕಾ ಗಾಂಧಿ ವಾದ್ರಾ ಚರ್ಚೆಯ ವೇಳೆ ಸದನಕ್ಕೆ ಗೈರಾಗಿದ್ದರು. ಇದು ರಾಜಕೀಯ ವಲಯದಲ್ಲಿ ಭಾರೀ ಚರ್ಚೆಗೆ ಗ್ರಾಸವಾಗಿದೆ. ಕೇರಳದ ಮುಸ್ಲಿಂ ಸಂಘಟನೆಗಳು ಈ ಬಗ್ಗೆ ಅಸಮಾಧಾನ ವ್ಯಕ್ತಪಡಿಸಿವೆ. ವಯನಾಡ್ ಕ್ಷೇತ್ರದ ಸಂಸದೆಯಾಗಿರುವ ಪ್ರಿಯಾಂಕಾ ಈ ಮಹತ್ವದ ಚರ್ಚೆಯಿಂದ ದೂರ ಉಳಿದದ್ದು ಏಕೆ ಎಂಬ ಪ್ರಶ್ನೆ ಎದ್ದಿದೆ. ಕಾಂಗ್ರೆಸ್ ಪಕ್ಷ ಮಸೂದೆಯನ್ನು ವಿರೋಧಿಸಿತ್ತು. ಆದರೂ ಪಕ್ಷದ ಪ್ರಮುಖ ನಾಯಕರು ಮಾತನಾಡದಿರುವುದು ಕುತೂಹಲ ಮೂಡಿಸಿದೆ.: [38, 1727, 284, 1815]
